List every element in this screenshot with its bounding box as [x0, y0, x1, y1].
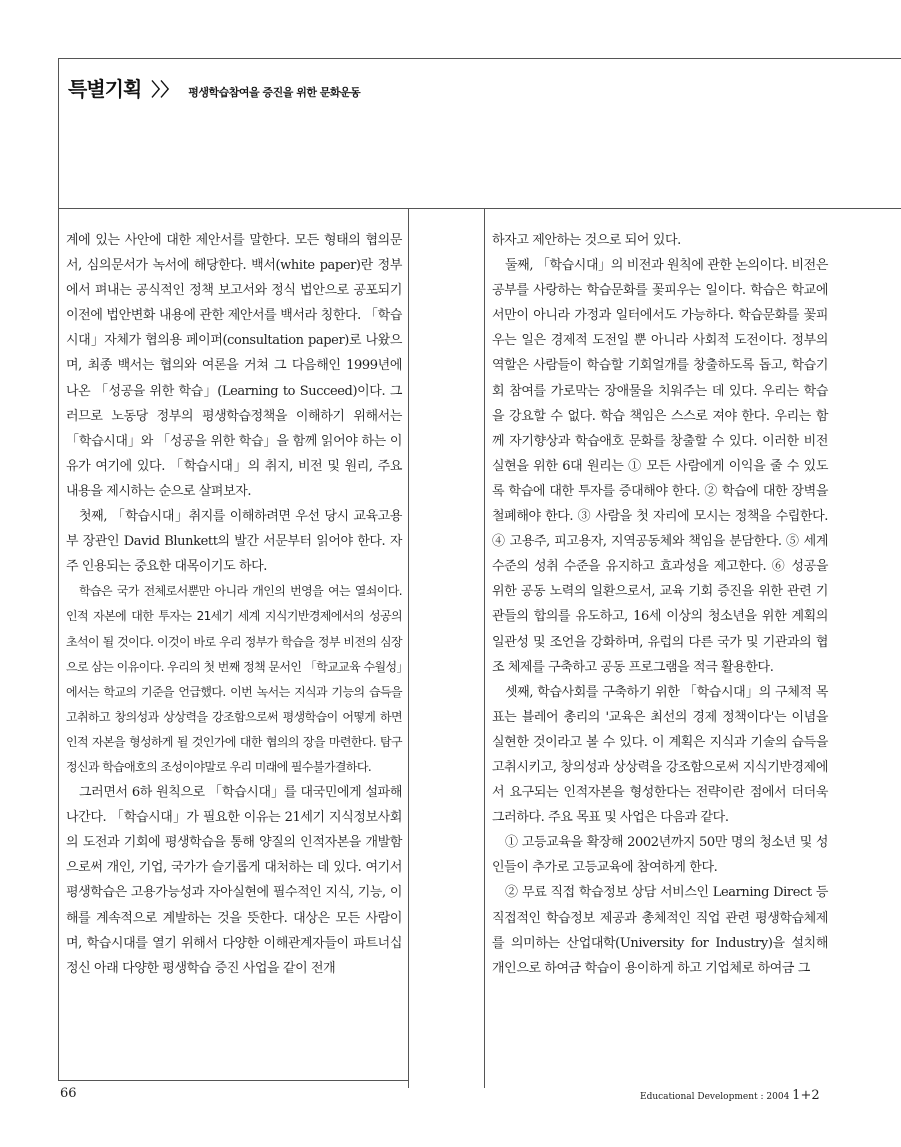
paragraph: 하자고 제안하는 것으로 되어 있다. — [492, 233, 681, 248]
paragraph: 둘째, 「학습시대」의 비전과 원칙에 관한 논의이다. 비전은 공부를 사랑하는 학습문화를 꽃피우는 일이다. 학습은 학교에서만이 아니라 가정과 일터에서도 가능하다. 학습문화를 꽃피우는 일은 경제적 도전일 뿐 아니라 사회적 도전이다. 정부의 역할은 사람들이 학습할 기회얼개를 창출하도록 돕고, 학습기회 참여를 가로막는 장애물을 치워주는 데 있다. 우리는 학습을 강요할 수 없다. 학습 책임은 스스로 져야 한다. 우리는 함께 자기향상과 학습애호 문화를 창출할 수 있다. 이러한 비전 실현을 위한 6대 원리는 ① 모든 사람에게 이익을 줄 수 있도록 학습에 대한 투자를 증대해야 한다. ② 학습에 대한 장벽을 철폐해야 한다. ③ 사람을 첫 자리에 모시는 정책을 수립한다. ④ 고용주, 피고용자, 지역공동체와 책임을 분담한다. ⑤ 세계 수준의 성취 수준을 유지하고 효과성을 제고한다. ⑥ 성공을 위한 공동 노력의 일환으로서, 교육 기회 증진을 위한 관련 기관들의 합의를 유도하고, 16세 이상의 청소년을 위한 계획의 일관성 및 조언을 강화하며, 유럽의 다른 국가 및 기관과의 협조 체제를 구축하고 공동 프로그램을 적극 활용한다. — [492, 258, 828, 675]
section-label: 특별기획 — [68, 77, 142, 101]
paragraph: 셋째, 학습사회를 구축하기 위한 「학습시대」의 구체적 목표는 블레어 총리의 '교육은 최선의 경제 정책이다'는 이념을 실현한 것이라고 볼 수 있다. 이 계획은 지식과 기술의 습득을 고취시키고, 창의성과 상상력을 강조함으로써 지식기반경제에서 요구되는 인적자본을 형성한다는 전략이란 점에서 더더욱 그러하다. 주요 목표 및 사업은 다음과 같다. — [492, 684, 828, 826]
paragraph: 계에 있는 사안에 대한 제안서를 말한다. 모든 형태의 협의문서, 심의문서가 녹서에 해당한다. 백서(white paper)란 정부에서 펴내는 공식적인 정책 보고서와 정식 법안으로 공포되기 이전에 법안변화 내용에 관한 제안서를 백서라 칭한다. 「학습시대」자체가 협의용 페이퍼(consultation paper)로 나왔으며, 최종 백서는 협의와 여론을 거쳐 그 다음해인 1999년에 나온 「성공을 위한 학습」(Learning to Succeed)이다. 그러므로 노동당 정부의 평생학습정책을 이해하기 위해서는 「학습시대」와 「성공을 위한 학습」을 함께 읽어야 하는 이유가 여기에 있다. 「학습시대」의 취지, 비전 및 원리, 주요 내용을 제시하는 순으로 살펴보자. — [66, 233, 402, 499]
section-header — [68, 73, 360, 102]
paragraph: 첫째, 「학습시대」취지를 이해하려면 우선 당시 교육고용부 장관인 David Blunkett의 발간 서문부터 읽어야 한다. 자주 인용되는 중요한 대목이기도 하다. — [66, 509, 402, 575]
page-number: 66 — [60, 1086, 77, 1101]
column-divider-right — [484, 208, 485, 1088]
paragraph: ① 고등교육을 확장해 2002년까지 50만 명의 청소년 및 성인들이 추가로 고등교육에 참여하게 한다. — [492, 835, 828, 876]
right-text-column — [492, 228, 828, 981]
paragraph: ② 무료 직접 학습정보 상담 서비스인 Learning Direct 등 직접적인 학습정보 제공과 총체적인 직업 관련 평생학습체제를 의미하는 산업대학(University for Industry)을 설치해 개인으로 하여금 학습이 용이하게 하고 기업체로 하여금 그 — [492, 885, 828, 976]
journal-name: Educational Development : 2004 — [640, 1092, 790, 1102]
paragraph: 그러면서 6하 원칙으로 「학습시대」를 대국민에게 설파해 나간다. 「학습시대」가 필요한 이유는 21세기 지식정보사회의 도전과 기회에 평생학습을 통해 양질의 인적자본을 개발함으로써 개인, 기업, 국가가 슬기롭게 대처하는 데 있다. 여기서 평생학습은 고용가능성과 자아실현에 필수적인 지식, 기능, 이해를 계속적으로 계발하는 것을 뜻한다. 대상은 모든 사람이며, 학습시대를 열기 위해서 다양한 이해관계자들이 파트너십 정신 아래 다양한 평생학습 증진 사업을 같이 전개 — [66, 785, 402, 976]
column-divider-left — [408, 208, 409, 1088]
journal-footer — [640, 1088, 820, 1103]
left-text-column — [66, 228, 402, 981]
block-quote: 학습은 국가 전체로서뿐만 아니라 개인의 번영을 여는 열쇠이다. 인적 자본에 대한 투자는 21세기 세계 지식기반경제에서의 성공의 초석이 될 것이다. 이것이 바로 우리 정부가 학습을 정부 비전의 심장으로 삼는 이유이다. 우리의 첫 번째 정책 문서인 「학교교육 수월성」에서는 학교의 기준을 언급했다. 이번 녹서는 지식과 기능의 습득을 고취하고 창의성과 상상력을 강조함으로써 평생학습이 어떻게 하면 인적 자본을 형성하게 될 것인가에 대한 협의의 장을 마련한다. 탐구정신과 학습애호의 조성이야말로 우리 미래에 필수불가결하다. — [66, 584, 402, 774]
issue-number: 1+2 — [792, 1088, 820, 1103]
chevron-right-icon: 〉〉 — [151, 80, 179, 101]
section-subtitle: 평생학습참여을 증진을 위한 문화운동 — [188, 86, 361, 99]
bottom-rule — [58, 1080, 408, 1081]
left-column-border — [58, 208, 59, 1080]
